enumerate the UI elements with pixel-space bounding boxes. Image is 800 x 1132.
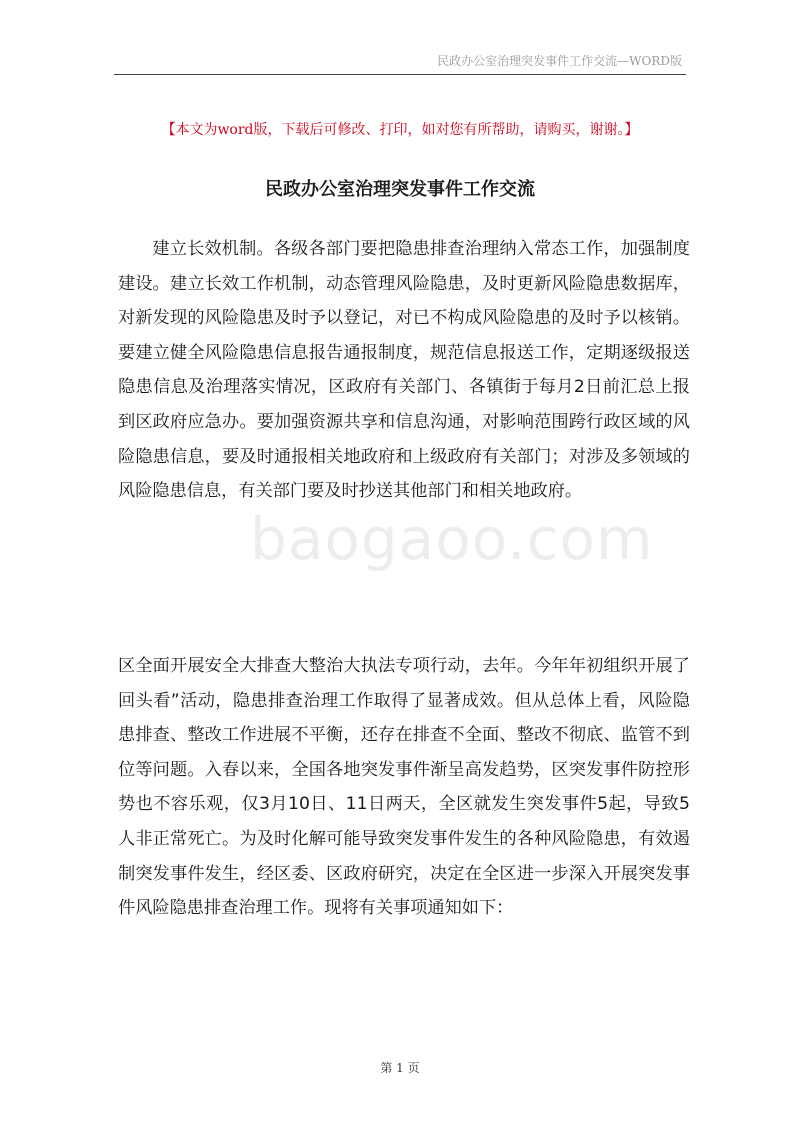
document-title: 民政办公室治理突发事件工作交流 xyxy=(265,179,535,200)
running-header: 民政办公室治理突发事件工作交流—WORD版 xyxy=(437,54,682,68)
paragraph-2: 区全面开展安全大排查大整治大执法专项行动，去年。今年年初组织开展了回头看”活动，隐患排查治理工作取得了显著成效。但从总体上看，风险隐患排查、整改工作进展不平衡，还存在排查不全面、整改不彻底、监管不到位等问题。入春以来，全国各地突发事件渐呈高发趋势，区突发事件防控形势也不容乐观，仅3月10日、11日两天，全区就发生突发事件5起，导致5人非正常死亡。为及时化解可能导致突发事件发生的各种风险隐患，有效遏制突发事件发生，经区委、区政府研究，决定在全区进一步深入开展突发事件风险隐患排查治理工作。现将有关事项通知如下： xyxy=(118,656,690,919)
purchase-notice: 【本文为word版，下载后可修改、打印，如对您有所帮助，请购买，谢谢。】 xyxy=(161,122,639,138)
watermark: baogaoo.com xyxy=(250,505,654,573)
header-divider xyxy=(114,74,686,75)
page-number: 第 1 页 xyxy=(380,1061,420,1075)
paragraph-1: 建立长效机制。各级各部门要把隐患排查治理纳入常态工作，加强制度建设。建立长效工作机制，动态管理风险隐患，及时更新风险隐患数据库，对新发现的风险隐患及时予以登记，对已不构成风险隐患的及时予以核销。要建立健全风险隐患信息报告通报制度，规范信息报送工作，定期逐级报送隐患信息及治理落实情况，区政府有关部门、各镇街于每月2日前汇总上报到区政府应急办。要加强资源共享和信息沟通，对影响范围跨行政区域的风险隐患信息，要及时通报相关地政府和上级政府有关部门；对涉及多领域的风险隐患信息，有关部门要及时抄送其他部门和相关地政府。 xyxy=(118,239,690,502)
